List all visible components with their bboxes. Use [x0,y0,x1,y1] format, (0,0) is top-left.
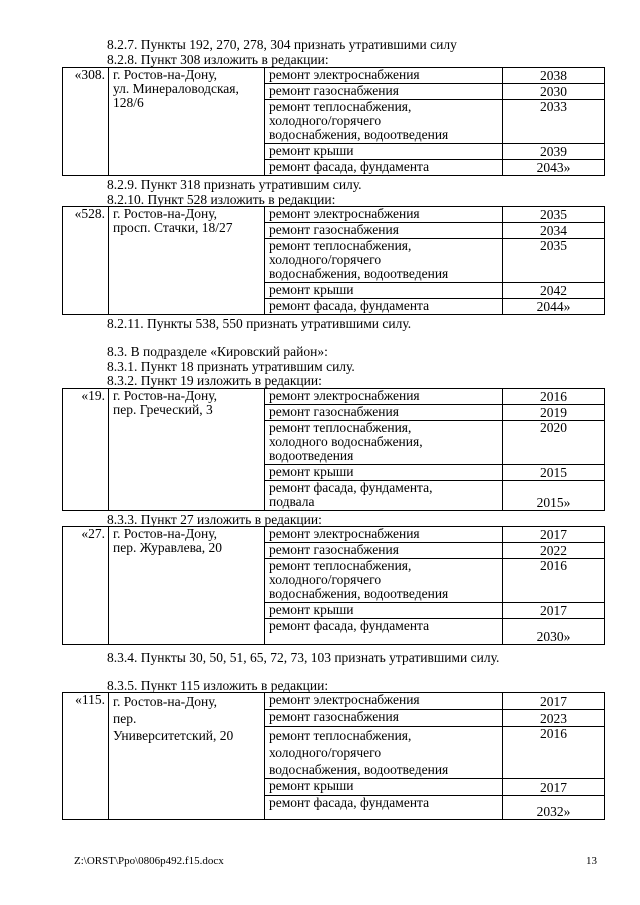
item-address: г. Ростов-на-Дону, просп. Стачки, 18/27 [109,207,265,315]
work-type: ремонт электроснабжения [265,527,503,543]
work-type: ремонт газоснабжения [265,710,503,727]
item-number: «27. [63,527,109,645]
item-address: г. Ростов-на-Дону, пер. Журавлева, 20 [109,527,265,645]
work-type: ремонт крыши [265,283,503,299]
work-year: 2043» [503,160,605,176]
work-year: 2039 [503,144,605,160]
work-year: 2017 [503,779,605,796]
table-item-27 [62,526,605,645]
work-year: 2016 [503,727,605,779]
work-type: ремонт крыши [265,779,503,796]
footer-page-number: 13 [586,855,597,867]
clause-8-2-7: 8.2.7. Пункты 192, 270, 278, 304 признать утратившими силу [107,37,457,52]
work-type: ремонт электроснабжения [265,207,503,223]
table-row [63,693,605,710]
clause-8-3-3: 8.3.3. Пункт 27 изложить в редакции: [107,512,322,527]
item-number: «308. [63,68,109,176]
work-type: ремонт фасада, фундамента [265,160,503,176]
work-type: ремонт газоснабжения [265,405,503,421]
clause-8-2-11: 8.2.11. Пункты 538, 550 признать утратившими силу. [107,316,412,331]
work-type: ремонт газоснабжения [265,543,503,559]
table-item-19 [62,388,605,511]
table-row [63,389,605,405]
work-type: ремонт крыши [265,603,503,619]
table-row [63,527,605,543]
clause-8-2-9: 8.2.9. Пункт 318 признать утратившим силу. [107,177,362,192]
work-type: ремонт фасада, фундамента [265,619,503,645]
table-row [63,207,605,223]
work-year: 2033 [503,100,605,144]
item-number: «115. [63,693,109,820]
work-year: 2022 [503,543,605,559]
work-year: 2030 [503,84,605,100]
clause-8-3-4: 8.3.4. Пункты 30, 50, 51, 65, 72, 73, 103 признать утратившими силу. [107,650,500,665]
work-type: ремонт газоснабжения [265,223,503,239]
work-year: 2015 [503,465,605,481]
work-type: ремонт электроснабжения [265,389,503,405]
table-item-115 [62,692,605,820]
work-type: ремонт крыши [265,144,503,160]
work-type: ремонт теплоснабжения, холодного/горячего водоснабжения, водоотведения [265,727,503,779]
work-year: 2019 [503,405,605,421]
work-type: ремонт газоснабжения [265,84,503,100]
item-number: «19. [63,389,109,511]
work-type: ремонт теплоснабжения, холодного/горячего водоснабжения, водоотведения [265,239,503,283]
work-year: 2035 [503,207,605,223]
work-year: 2016 [503,389,605,405]
clause-8-3: 8.3. В подразделе «Кировский район»: [107,344,328,359]
table-item-308 [62,67,605,176]
work-year: 2034 [503,223,605,239]
work-type: ремонт фасада, фундамента [265,299,503,315]
clause-8-2-8: 8.2.8. Пункт 308 изложить в редакции: [107,52,329,67]
clause-8-3-1: 8.3.1. Пункт 18 признать утратившим силу. [107,359,355,374]
clause-8-3-5: 8.3.5. Пункт 115 изложить в редакции: [107,678,329,693]
table-item-528 [62,206,605,315]
work-year: 2038 [503,68,605,84]
work-type: ремонт электроснабжения [265,68,503,84]
work-year: 2016 [503,559,605,603]
work-year: 2044» [503,299,605,315]
item-address: г. Ростов-на-Дону, ул. Минераловодская, 128/6 [109,68,265,176]
work-type: ремонт теплоснабжения, холодного/горячего водоснабжения, водоотведения [265,100,503,144]
work-year: 2023 [503,710,605,727]
work-year: 2015» [503,481,605,511]
work-type: ремонт теплоснабжения, холодного/горячего водоснабжения, водоотведения [265,559,503,603]
item-address: г. Ростов-на-Дону, пер. Греческий, 3 [109,389,265,511]
work-year: 2042 [503,283,605,299]
item-address: г. Ростов-на-Дону, пер. Университетский, 20 [109,693,265,820]
footer-file-path: Z:\ORST\Ppo\0806p492.f15.docx [74,855,224,867]
clause-8-3-2: 8.3.2. Пункт 19 изложить в редакции: [107,373,322,388]
work-type: ремонт крыши [265,465,503,481]
work-type: ремонт фасада, фундамента [265,796,503,820]
work-year: 2017 [503,527,605,543]
work-year: 2035 [503,239,605,283]
work-year: 2032» [503,796,605,820]
table-row [63,68,605,84]
work-year: 2030» [503,619,605,645]
work-year: 2017 [503,693,605,710]
work-type: ремонт теплоснабжения, холодного водоснабжения, водоотведения [265,421,503,465]
work-year: 2017 [503,603,605,619]
work-type: ремонт электроснабжения [265,693,503,710]
work-year: 2020 [503,421,605,465]
clause-8-2-10: 8.2.10. Пункт 528 изложить в редакции: [107,192,336,207]
item-number: «528. [63,207,109,315]
work-type: ремонт фасада, фундамента, подвала [265,481,503,511]
